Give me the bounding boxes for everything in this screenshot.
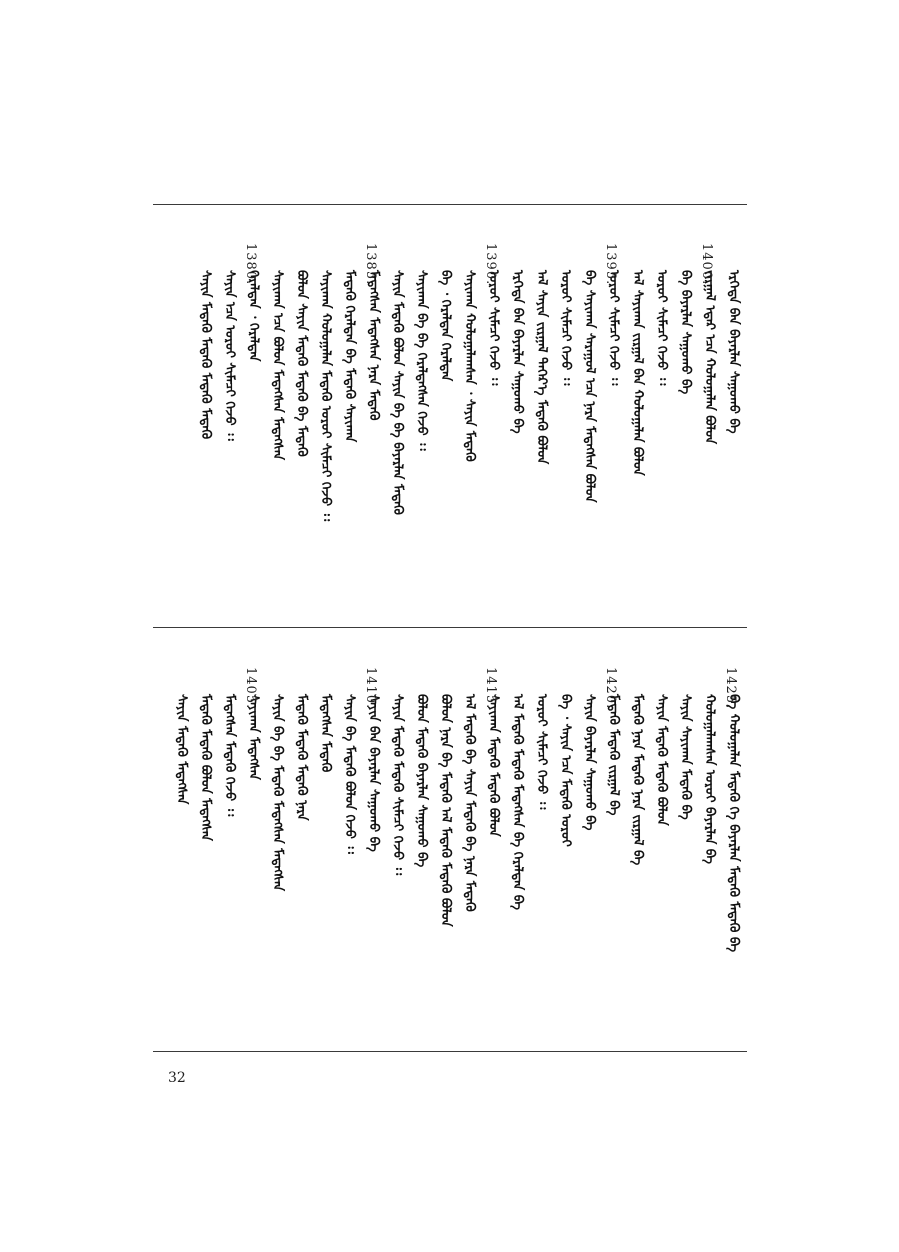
verse-line xyxy=(362,694,384,852)
verse-line xyxy=(602,270,624,385)
verse-line xyxy=(386,694,408,875)
verse-line xyxy=(410,694,432,867)
verse-number: 1410. xyxy=(363,667,378,710)
verse-line xyxy=(674,270,696,394)
verse-number: 1405. xyxy=(243,667,258,710)
verse-number: 1400. xyxy=(699,243,714,286)
verse-line xyxy=(698,270,720,444)
top-rule xyxy=(153,204,747,205)
verse-text: ᠰᠠᠶᠢᠬᠠᠨ ᠬᠤᠯᠤᠭᠠᠯᠠᠨ ᠮᠡᠳᠡᠬᠦ ᠣᠷᠣᠢ ᠰᠢᠮᠡᠴᠢ ᠭᠡᠵᠦ ᠄᠄ xyxy=(318,270,333,522)
verse-text: ᠰᠠᠶᠢᠨ ᠮᠡᠳᠡᠬᠦ ᠮᠡᠳᠡᠬᠦ ᠮᠡᠳᠡᠬᠦ ᠮᠡᠳᠡᠬᠦ xyxy=(198,270,213,440)
verse-number: 1380. xyxy=(243,243,258,286)
verse-line xyxy=(194,694,216,841)
verse-text: ᠪᠣᠯᠤᠨ ᠰᠠᠶᠢᠨ ᠮᠡᠳᠡᠬᠦ ᠮᠡᠳᠡᠬᠦ ᠪᠠ ᠮᠡᠳᠡᠬᠦ xyxy=(294,270,309,457)
verse-line xyxy=(458,270,480,462)
verse-text: ᠰᠠᠶᠢᠨ ᠮᠡᠳᠡᠬᠦ ᠪᠣᠯᠤᠨ ᠰᠠᠶᠢᠨ ᠪᠠ ᠪᠠ ᠪᠠᠶᠠᠷᠯᠠᠨ ᠮᠡᠳᠡᠬᠦ xyxy=(390,270,405,515)
verse-text: ᠰᠠᠶᠢᠨ ᠡᠴᠡ ᠣᠷᠣᠢ ᠰᠢᠮᠡᠴᠢ ᠭᠡᠵᠦ ᠄᠄ xyxy=(222,270,237,441)
verse-line xyxy=(530,270,552,464)
verse-line xyxy=(482,270,504,385)
verse-text: ᠪᠣᠯᠤᠨ ᠮᠡᠳᠡᠬᠦ ᠪᠠᠶᠠᠷᠯᠠᠨ ᠰᠠᠭᠤᠬᠤ ᠪᠠ xyxy=(414,694,429,868)
verse-line xyxy=(530,694,552,809)
verse-text: ᠪᠠ ᠬᠤᠯᠤᠭᠠᠯᠠᠨ ᠮᠡᠳᠡᠬᠦ ᠬᠡ ᠪᠠᠶᠠᠷᠯᠠᠨ ᠮᠡᠳᠡᠬᠦ ᠮᠡᠳᠡᠬᠦ ᠪᠡ xyxy=(726,694,741,953)
verse-line xyxy=(314,270,336,521)
verse-line xyxy=(218,694,240,816)
verse-text: ᠰᠠᠶᠢᠨ ᠮᠡᠳᠡᠬᠦ ᠮᠡᠳᠡᠬᠦ ᠰᠢᠮᠡᠴᠢ ᠭᠡᠵᠦ ᠄᠄ xyxy=(390,694,405,876)
verse-line xyxy=(434,270,456,381)
verse-text: ᠰᠠᠶᠢᠬᠠᠨ ᠮᠡᠳᠡᠬᠦ ᠮᠡᠳᠡᠬᠦ ᠪᠣᠯᠤᠨ xyxy=(486,694,501,837)
verse-text: ᠣᠷᠣᠢ ᠰᠢᠮᠡᠴᠢ ᠭᠡᠵᠦ ᠄᠄ xyxy=(558,270,573,386)
verse-number: 1395. xyxy=(603,243,618,286)
verse-line xyxy=(554,694,576,847)
verse-line xyxy=(506,270,528,434)
verse-text: ᠰᠠᠶᠢᠨ ᠮᠡᠳᠡᠬᠦ ᠮᠡᠳᠡᠬᠦ ᠪᠣᠯᠤᠨ xyxy=(654,694,669,826)
verse-line xyxy=(578,270,600,503)
verse-text: ᠵᠢᠷᠭᠠᠯ ᠡᠳᠡᠷ ᠡᠴᠡ ᠬᠤᠯᠤᠭᠠᠯᠠᠨ ᠪᠣᠯᠤᠨ xyxy=(702,270,717,445)
verse-line xyxy=(434,694,456,927)
verse-line xyxy=(698,694,720,864)
verse-line xyxy=(290,694,312,821)
verse-line xyxy=(458,694,480,912)
verse-line xyxy=(650,694,672,826)
verse-text: ᠮᠡᠳᠡᠬᠦ ᠮᠡᠳᠡᠬᠦ ᠮᠡᠳᠡᠬᠦ ᠨᠠᠷᠠ xyxy=(294,694,309,821)
verse-line xyxy=(578,694,600,831)
verse-number: 1415. xyxy=(483,667,498,710)
verse-text: ᠮᠡᠳᠡᠭᠰᠡᠨ ᠮᠡᠳᠡᠭᠰᠡᠨ ᠨᠠᠷᠠ ᠮᠡᠳᠡᠬᠦ xyxy=(366,270,381,421)
verse-line xyxy=(362,270,384,420)
verse-line xyxy=(674,694,696,820)
verse-text: ᠡᠷᠬᠡᠳᠡ ᠪᠡᠨ ᠪᠠᠶᠠᠷᠯᠠᠨ ᠰᠠᠭᠤᠬᠤ ᠪᠠ xyxy=(726,270,741,434)
middle-rule xyxy=(153,627,747,628)
verse-line xyxy=(482,694,504,837)
verse-text: ᠡᠷᠬᠡᠳᠡ ᠪᠡᠨ ᠪᠠᠶᠠᠷᠯᠠᠨ ᠰᠠᠭᠤᠬᠤ ᠪᠠ xyxy=(510,270,525,434)
verse-text: ᠰᠠᠶᠢᠨ ᠪᠠ ᠪᠠ ᠮᠡᠳᠡᠬᠦ ᠮᠡᠳᠡᠭᠰᠡᠨ ᠮᠡᠳᠡᠭᠰᠡᠨ xyxy=(270,694,285,892)
verse-text: ᠮᠡᠳᠡᠬᠦ ᠨᠠᠷᠠ ᠮᠡᠳᠡᠬᠦ ᠨᠠᠷᠠ ᠵᠢᠷᠭᠠᠯ ᠪᠡ xyxy=(630,694,645,866)
verse-text: ᠮᠡᠳᠡᠬᠦ ᠮᠡᠳᠡᠬᠦ ᠵᠢᠷᠭᠠᠯ ᠪᠡ xyxy=(606,694,621,816)
verse-text: ᠮᠡᠳᠡᠬᠦ ᠭᠡᠷᠡᠯᠳᠡᠨ ᠪᠠ ᠮᠡᠳᠡᠬᠦ ᠰᠠᠶᠢᠬᠠᠨ xyxy=(342,270,357,443)
verse-text: ᠣᠷᠣᠢ ᠰᠢᠮᠡᠴᠢ ᠭᠡᠵᠦ ᠄᠄ xyxy=(606,270,621,386)
verse-text: ᠰᠠᠶᠢᠨ ᠪᠠ ᠮᠡᠳᠡᠬᠦ ᠪᠣᠯᠤᠨ ᠭᠡᠵᠦ ᠄᠄ xyxy=(342,694,357,854)
verse-text: ᠠᠯ ᠮᠡᠳᠡᠬᠦ ᠮᠡᠳᠡᠬᠦ ᠮᠡᠳᠡᠭᠰᠡᠨ ᠪᠠ ᠭᠡᠷᠡᠯᠳᠡᠨ ᠪᠡ xyxy=(510,694,525,910)
top-verse-block xyxy=(0,244,899,624)
verse-line xyxy=(554,270,576,385)
verse-text: ᠠᠯ ᠰᠠᠶᠢᠬᠠᠨ ᠵᠢᠷᠭᠠᠯ ᠪᠡᠨ ᠬᠤᠯᠤᠭᠠᠯᠠᠨ ᠪᠣᠯᠤᠨ xyxy=(630,270,645,476)
bottom-verse-block xyxy=(0,668,899,1048)
verse-text: ᠬᠤᠯᠤᠭᠠᠯᠠᠭᠰᠠᠨ ᠣᠷᠣᠢ ᠪᠠᠶᠠᠷᠯᠠᠨ ᠪᠡ xyxy=(702,694,717,864)
verse-line xyxy=(170,694,192,804)
verse-text: ᠪᠠ ᠂ ᠰᠠᠶᠢᠨ ᠡᠴᠡ ᠮᠡᠳᠡᠬᠦ ᠣᠷᠣᠢ xyxy=(558,694,573,847)
verse-number: 1385. xyxy=(363,243,378,286)
verse-line xyxy=(626,270,648,476)
verse-text: ᠠᠯ ᠰᠠᠶᠢᠨ ᠵᠢᠷᠭᠠᠯ ᠳᠡᠭᠡᠷ᠎ᠡ ᠮᠡᠳᠡᠬᠦ ᠪᠣᠯᠤᠨ xyxy=(534,270,549,465)
verse-text: ᠰᠠᠶᠢᠨ ᠪᠠᠶᠠᠷᠯᠠᠨ ᠰᠠᠭᠤᠬᠤ ᠪᠠ xyxy=(582,694,597,831)
verse-line xyxy=(338,694,360,854)
verse-text: ᠰᠠᠶᠢᠬᠠᠨ ᠪᠠ ᠪᠠ ᠭᠡᠷᠡᠯᠳᠡᠭᠰᠡᠨ ᠭᠡᠵᠦ ᠄᠄ xyxy=(414,270,429,451)
verse-text: ᠮᠡᠳᠡᠭᠰᠡᠨ ᠮᠡᠳᠡᠬᠦ xyxy=(318,694,333,773)
verse-number: 1390. xyxy=(483,243,498,286)
verse-line xyxy=(218,270,240,441)
verse-text: ᠮᠡᠳᠡᠭᠰᠡᠨ ᠮᠡᠳᠡᠬᠦ ᠭᠡᠵᠦ ᠄᠄ xyxy=(222,694,237,817)
verse-line xyxy=(338,270,360,442)
verse-line xyxy=(722,694,744,952)
verse-text: ᠪᠠ ᠰᠠᠶᠢᠬᠠᠨ ᠰᠠᠷᠠᠭᠤᠯ ᠡᠴᠡ ᠨᠠᠷᠠ ᠮᠡᠳᠡᠭᠰᠡᠨ ᠪᠣᠯᠤᠨ xyxy=(582,270,597,503)
verse-text: ᠪᠣᠯᠤᠨ ᠨᠠᠷᠠ ᠪᠡ ᠮᠡᠳᠡᠬᠦ ᠠᠯ ᠮᠡᠳᠡᠬᠦ ᠮᠡᠳᠡᠬᠦ ᠪᠣᠯᠤᠨ xyxy=(438,694,453,927)
verse-number: 1420. xyxy=(603,667,618,710)
verse-text: ᠪᠠ ᠂ ᠭᠡᠷᠡᠯᠳᠡᠨ ᠭᠡᠷᠡᠯᠳᠡᠨ xyxy=(438,270,453,382)
verse-text: ᠪᠠ ᠪᠠᠶᠠᠷᠯᠠᠨ ᠰᠠᠭᠤᠬᠤ ᠪᠠ xyxy=(678,270,693,395)
verse-text: ᠣᠷᠣᠢ ᠰᠢᠮᠡᠴᠢ ᠭᠡᠵᠦ ᠄᠄ xyxy=(486,270,501,386)
verse-text: ᠭᠡᠷᠡᠯᠳᠡᠨ ᠂ ᠭᠡᠷᠡᠯᠳᠡᠨ xyxy=(246,270,261,362)
verse-text: ᠣᠷᠣᠢ ᠰᠢᠮᠡᠴᠢ ᠭᠡᠵᠦ ᠄᠄ xyxy=(654,270,669,386)
verse-line xyxy=(290,270,312,457)
verse-text: ᠰᠠᠶᠢᠨ ᠪᠡᠨ ᠪᠠᠶᠠᠷᠯᠠᠨ ᠰᠠᠭᠤᠬᠤ ᠪᠠ xyxy=(366,694,381,852)
verse-text: ᠰᠠᠶᠢᠨ ᠮᠡᠳᠡᠬᠦ ᠮᠡᠳᠡᠭᠰᠡᠨ xyxy=(174,694,189,805)
verse-line xyxy=(266,694,288,891)
verse-text: ᠰᠠᠶᠢᠬᠠᠨ ᠬᠤᠯᠤᠭᠠᠯᠠᠭᠰᠠᠨ ᠂ ᠰᠠᠶᠢᠨ ᠮᠡᠳᠡᠬᠦ xyxy=(462,270,477,462)
verse-line xyxy=(650,270,672,385)
verse-text: ᠰᠠᠶᠢᠬᠠᠨ ᠡᠴᠡ ᠪᠣᠯᠤᠨ ᠮᠡᠳᠡᠭᠰᠡᠨ ᠮᠡᠳᠡᠭᠰᠡᠨ xyxy=(270,270,285,460)
verse-text: ᠮᠡᠳᠡᠬᠦ ᠮᠡᠳᠡᠬᠦ ᠪᠣᠯᠤᠨ ᠮᠡᠳᠡᠭᠰᠡᠨ xyxy=(198,694,213,841)
verse-line xyxy=(194,270,216,439)
verse-line xyxy=(410,270,432,451)
verse-number: 1425. xyxy=(723,667,738,710)
verse-line xyxy=(602,694,624,815)
verse-line xyxy=(722,270,744,434)
verse-line xyxy=(506,694,528,910)
verse-text: ᠣᠷᠣᠢ ᠰᠢᠮᠡᠴᠢ ᠭᠡᠵᠦ ᠄᠄ xyxy=(534,694,549,810)
verse-text: ᠰᠠᠶᠢᠬᠠᠨ ᠮᠡᠳᠡᠭᠰᠡᠨ xyxy=(246,694,261,780)
verse-line xyxy=(386,270,408,515)
page-number: 32 xyxy=(168,1070,186,1086)
verse-line xyxy=(626,694,648,865)
verse-text: ᠠᠯ ᠮᠡᠳᠡᠬᠦ ᠪᠠ ᠰᠠᠶᠢᠨ ᠮᠡᠳᠡᠬᠦ ᠪᠠ ᠨᠠᠷᠠ ᠮᠡᠳᠡᠬᠦ xyxy=(462,694,477,912)
verse-line xyxy=(314,694,336,772)
bottom-rule xyxy=(153,1051,747,1052)
verse-text: ᠰᠠᠶᠢᠨ ᠰᠠᠶᠢᠬᠠᠨ ᠮᠡᠳᠡᠬᠦ ᠪᠡ xyxy=(678,694,693,820)
verse-line xyxy=(266,270,288,460)
